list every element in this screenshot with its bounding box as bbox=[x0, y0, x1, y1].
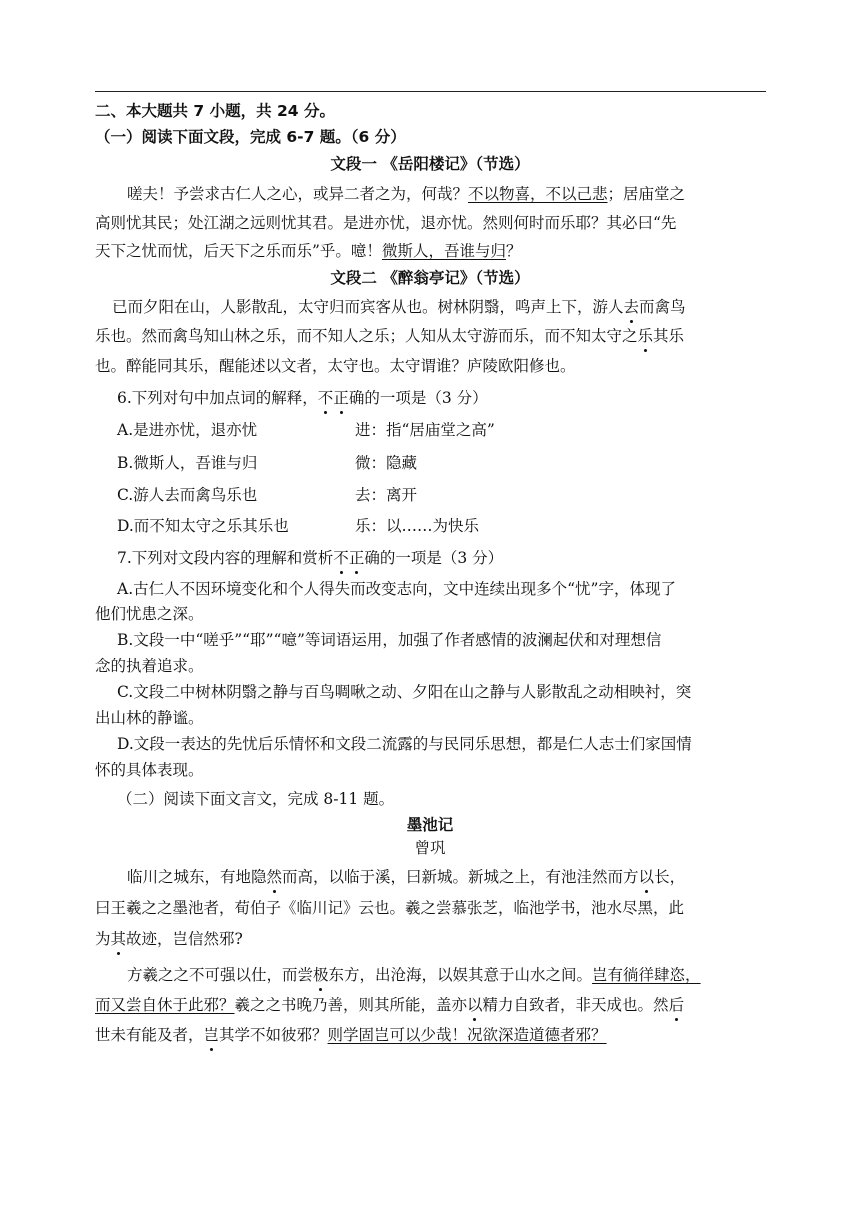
essay-p1-line-2: 曰王羲之之墨池者，荀伯子《临川记》云也。羲之尝慕张芝，临池学书，池水尽黑，此 bbox=[95, 899, 685, 917]
q6-option-b: B.微斯人，吾谁与归 bbox=[117, 454, 258, 472]
passage2-title: 文段二 《醉翁亭记》（节选） bbox=[330, 269, 530, 287]
part1-heading: （一）阅读下面文段，完成 6-7 题。（6 分） bbox=[95, 128, 406, 146]
q6-option-a: A.是进亦忧，退亦忧 bbox=[117, 421, 258, 439]
q7-option-b-cont: 念的执着追求。 bbox=[95, 657, 204, 675]
passage2-line-1: 已而夕阳在山，人影散乱，太守归而宾客从也。树林阴翳，鸣声上下，游人去而禽鸟 bbox=[112, 298, 686, 316]
q6-option-d: D.而不知太守之乐其乐也 bbox=[117, 517, 289, 535]
question-6: 6.下列对句中加点词的解释，不正确的一项是（3 分） bbox=[117, 389, 488, 407]
passage1-line-3: 天下之忧而忧，后天下之乐而乐”乎。噫！微斯人，吾谁与归？ bbox=[95, 242, 522, 260]
essay-p2-line-3: 世未有能及者，岂其学不如彼邪？则学固岂可以少哉！况欲深造道德者邪？ bbox=[95, 1026, 607, 1044]
q6-option-c: C.游人去而禽鸟乐也 bbox=[117, 486, 258, 504]
q6-option-d-gloss: 乐：以……为快乐 bbox=[355, 517, 480, 535]
passage1-title: 文段一 《岳阳楼记》（节选） bbox=[330, 155, 530, 173]
essay-p1-line-3: 为其故迹，岂信然邪? bbox=[95, 930, 243, 948]
q6-option-a-gloss: 进：指“居庙堂之高” bbox=[355, 421, 495, 439]
q7-option-c-cont: 出山林的静谧。 bbox=[95, 709, 204, 727]
underlined-phrase: 微斯人，吾谁与归 bbox=[381, 242, 506, 260]
q7-option-a: A.古仁人不因环境变化和个人得失而改变志向，文中连续出现多个“忧”字，体现了 bbox=[117, 580, 676, 598]
part2-heading: （二）阅读下面文言文，完成 8-11 题。 bbox=[117, 790, 395, 808]
q7-option-a-cont: 他们忧患之深。 bbox=[95, 605, 204, 623]
essay-p2-line-2: 而又尝自休于此邪？羲之之书晚乃善，则其所能，盖亦以精力自致者，非天成也。然后 bbox=[95, 996, 685, 1014]
dotted-char: 去 bbox=[623, 298, 640, 316]
essay-author: 曾巩 bbox=[414, 839, 446, 857]
q7-option-b: B.文段一中“嗟乎”“耶”“噫”等词语运用，加强了作者感情的波澜起伏和对理想信 bbox=[117, 631, 662, 649]
q6-option-c-gloss: 去：离开 bbox=[355, 486, 418, 504]
dotted-char: 乐 bbox=[637, 327, 654, 345]
section-title: 二、本大题共 7 小题，共 24 分。 bbox=[95, 102, 335, 120]
q6-option-b-gloss: 微：隐藏 bbox=[355, 454, 418, 472]
passage1-line-2: 高则忧其民；处江湖之远则忧其君。是进亦忧，退亦忧。然则何时而乐耶？其必曰“先 bbox=[95, 214, 677, 232]
passage2-line-2: 乐也。然而禽鸟知山林之乐，而不知人之乐；人知从太守游而乐，而不知太守之乐其乐 bbox=[95, 327, 685, 345]
passage1-line-1: 嗟夫！予尝求古仁人之心，或异二者之为，何哉？不以物喜，不以己悲；居庙堂之 bbox=[127, 185, 686, 203]
underlined-phrase: 不以物喜，不以己悲 bbox=[468, 185, 608, 203]
essay-p2-line-1: 方羲之之不可强以仕，而尝极东方，出沧海，以娱其意于山水之间。岂有徜徉肆恣， bbox=[127, 966, 701, 984]
passage2-line-3: 也。醉能同其乐，醒能述以文者，太守也。太守谓谁？庐陵欧阳修也。 bbox=[95, 357, 576, 375]
essay-title: 墨池记 bbox=[406, 816, 454, 834]
question-7: 7.下列对文段内容的理解和赏析不正确的一项是（3 分） bbox=[117, 549, 504, 567]
q7-option-c: C.文段二中树林阴翳之静与百鸟啁啾之动、夕阳在山之静与人影散乱之动相映衬，突 bbox=[117, 683, 692, 701]
top-rule bbox=[95, 91, 766, 92]
essay-p1-line-1: 临川之城东，有地隐然而高，以临于溪，曰新城。新城之上，有池洼然而方以长， bbox=[127, 868, 686, 886]
q7-option-d-cont: 怀的具体表现。 bbox=[95, 761, 204, 779]
q7-option-d: D.文段一表达的先忧后乐情怀和文段二流露的与民同乐思想，都是仁人志士们家国情 bbox=[117, 735, 692, 753]
